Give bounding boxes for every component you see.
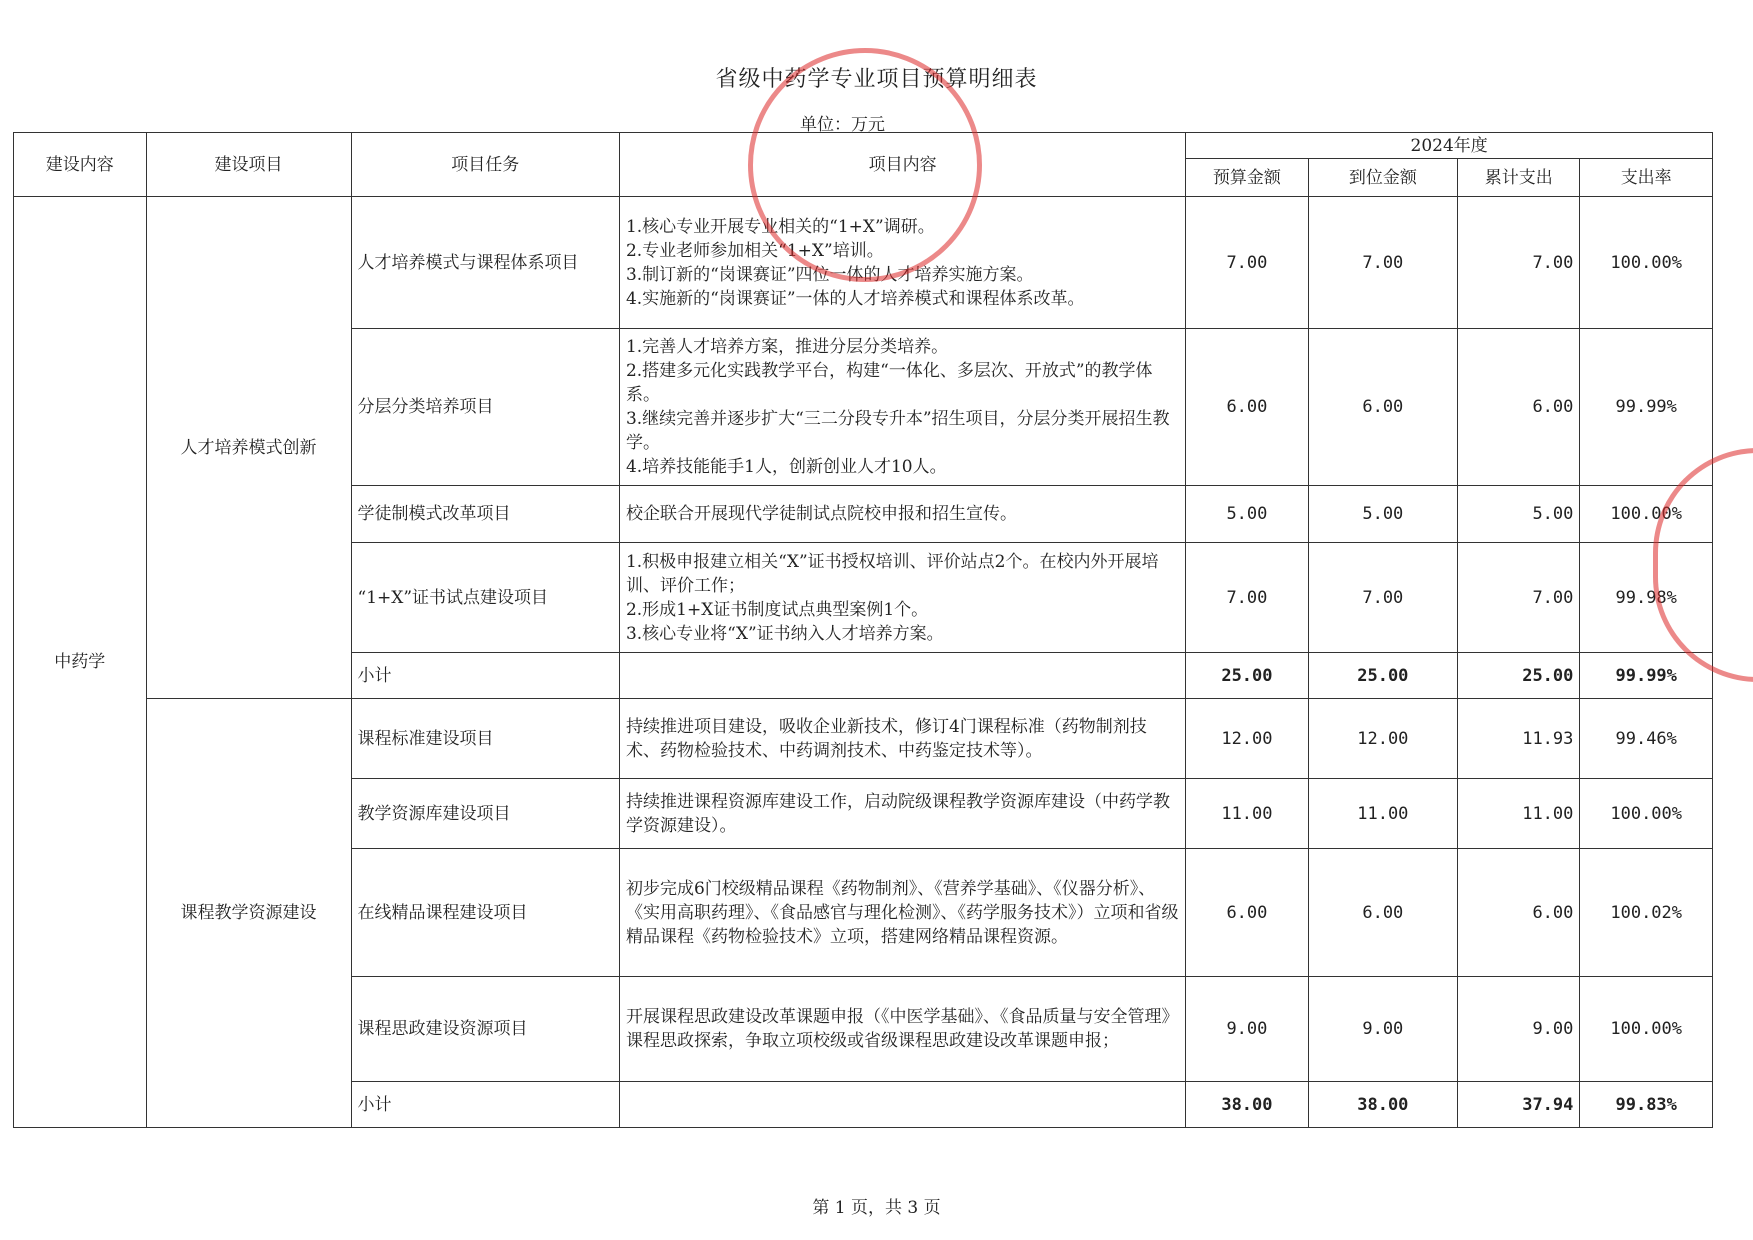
arrived-cell: 11.00 [1308, 779, 1458, 849]
header-construction-project: 建设项目 [146, 133, 351, 197]
unit-label: 单位：万元 [800, 115, 885, 135]
budget-cell: 7.00 [1186, 543, 1308, 653]
subtotal-budget: 25.00 [1186, 653, 1308, 699]
header-project-content: 项目内容 [619, 133, 1185, 197]
page-title: 省级中药学专业项目预算明细表 [715, 67, 1038, 92]
rate-cell: 100.00% [1580, 197, 1713, 329]
subtotal-rate: 99.83% [1580, 1082, 1713, 1128]
spent-cell: 7.00 [1458, 543, 1580, 653]
task-cell: 教学资源库建设项目 [351, 779, 619, 849]
task-cell: 在线精品课程建设项目 [351, 849, 619, 977]
spent-cell: 5.00 [1458, 486, 1580, 543]
rate-cell: 99.46% [1580, 699, 1713, 779]
spent-cell: 11.93 [1458, 699, 1580, 779]
content-cell: 1.核心专业开展专业相关的“1+X”调研。 2.专业老师参加相关“1+X”培训。 3.制订新的“岗课赛证”四位一体的人才培养实施方案。 4.实施新的“岗课赛证”一体的人才培养模式和课程体系改革。 [619, 197, 1185, 329]
task-cell: 学徒制模式改革项目 [351, 486, 619, 543]
table-row [14, 197, 1713, 329]
subtotal-spent: 25.00 [1458, 653, 1580, 699]
subtotal-content-empty [619, 1082, 1185, 1128]
content-cell: 持续推进课程资源库建设工作，启动院级课程教学资源库建设（中药学教学资源建设）。 [619, 779, 1185, 849]
subtotal-arrived: 38.00 [1308, 1082, 1458, 1128]
task-cell: 课程标准建设项目 [351, 699, 619, 779]
budget-cell: 6.00 [1186, 849, 1308, 977]
spent-cell: 7.00 [1458, 197, 1580, 329]
subtotal-content-empty [619, 653, 1185, 699]
arrived-cell: 7.00 [1308, 197, 1458, 329]
content-cell: 开展课程思政建设改革课题申报（《中医学基础》、《食品质量与安全管理》课程思政探索，争取立项校级或省级课程思政建设改革课题申报； [619, 977, 1185, 1082]
header-budget: 预算金额 [1186, 159, 1308, 197]
header-rate: 支出率 [1580, 159, 1713, 197]
header-project-task: 项目任务 [351, 133, 619, 197]
subtotal-spent: 37.94 [1458, 1082, 1580, 1128]
budget-cell: 12.00 [1186, 699, 1308, 779]
arrived-cell: 9.00 [1308, 977, 1458, 1082]
task-cell: 课程思政建设资源项目 [351, 977, 619, 1082]
budget-table [13, 132, 1713, 1128]
rate-cell: 99.99% [1580, 329, 1713, 486]
arrived-cell: 5.00 [1308, 486, 1458, 543]
task-cell: 分层分类培养项目 [351, 329, 619, 486]
subtotal-rate: 99.99% [1580, 653, 1713, 699]
rate-cell: 100.00% [1580, 977, 1713, 1082]
group-name: 人才培养模式创新 [146, 197, 351, 699]
header-construction-content: 建设内容 [14, 133, 147, 197]
header-spent: 累计支出 [1458, 159, 1580, 197]
subtotal-arrived: 25.00 [1308, 653, 1458, 699]
header-row [14, 133, 1713, 159]
spent-cell: 9.00 [1458, 977, 1580, 1082]
budget-cell: 6.00 [1186, 329, 1308, 486]
subtotal-label: 小计 [351, 653, 619, 699]
content-cell: 持续推进项目建设，吸收企业新技术，修订4门课程标准（药物制剂技术、药物检验技术、中药调剂技术、中药鉴定技术等）。 [619, 699, 1185, 779]
arrived-cell: 6.00 [1308, 329, 1458, 486]
subtotal-label: 小计 [351, 1082, 619, 1128]
spent-cell: 11.00 [1458, 779, 1580, 849]
rate-cell: 100.00% [1580, 486, 1713, 543]
budget-cell: 7.00 [1186, 197, 1308, 329]
arrived-cell: 6.00 [1308, 849, 1458, 977]
content-cell: 1.积极申报建立相关“X”证书授权培训、评价站点2个。在校内外开展培训、评价工作； 2.形成1+X证书制度试点典型案例1个。 3.核心专业将“X”证书纳入人才培养方案。 [619, 543, 1185, 653]
rate-cell: 99.98% [1580, 543, 1713, 653]
rate-cell: 100.02% [1580, 849, 1713, 977]
budget-cell: 5.00 [1186, 486, 1308, 543]
page-footer: 第 1 页，共 3 页 [812, 1198, 941, 1218]
task-cell: 人才培养模式与课程体系项目 [351, 197, 619, 329]
arrived-cell: 7.00 [1308, 543, 1458, 653]
header-arrived: 到位金额 [1308, 159, 1458, 197]
header-year: 2024年度 [1186, 133, 1713, 159]
major-cell: 中药学 [14, 197, 147, 1128]
budget-cell: 9.00 [1186, 977, 1308, 1082]
content-cell: 校企联合开展现代学徒制试点院校申报和招生宣传。 [619, 486, 1185, 543]
arrived-cell: 12.00 [1308, 699, 1458, 779]
table-row [14, 699, 1713, 779]
rate-cell: 100.00% [1580, 779, 1713, 849]
content-cell: 初步完成6门校级精品课程《药物制剂》、《营养学基础》、《仪器分析》、《实用高职药理》、《食品感官与理化检测》、《药学服务技术》）立项和省级精品课程《药物检验技术》立项，搭建网络精品课程资源。 [619, 849, 1185, 977]
spent-cell: 6.00 [1458, 849, 1580, 977]
content-cell: 1.完善人才培养方案，推进分层分类培养。 2.搭建多元化实践教学平台，构建“一体化、多层次、开放式”的教学体系。 3.继续完善并逐步扩大“三二分段专升本”招生项目，分层分类开展招生教学。 4.培养技能能手1人，创新创业人才10人。 [619, 329, 1185, 486]
subtotal-budget: 38.00 [1186, 1082, 1308, 1128]
spent-cell: 6.00 [1458, 329, 1580, 486]
group-name: 课程教学资源建设 [146, 699, 351, 1128]
task-cell: “1+X”证书试点建设项目 [351, 543, 619, 653]
budget-cell: 11.00 [1186, 779, 1308, 849]
